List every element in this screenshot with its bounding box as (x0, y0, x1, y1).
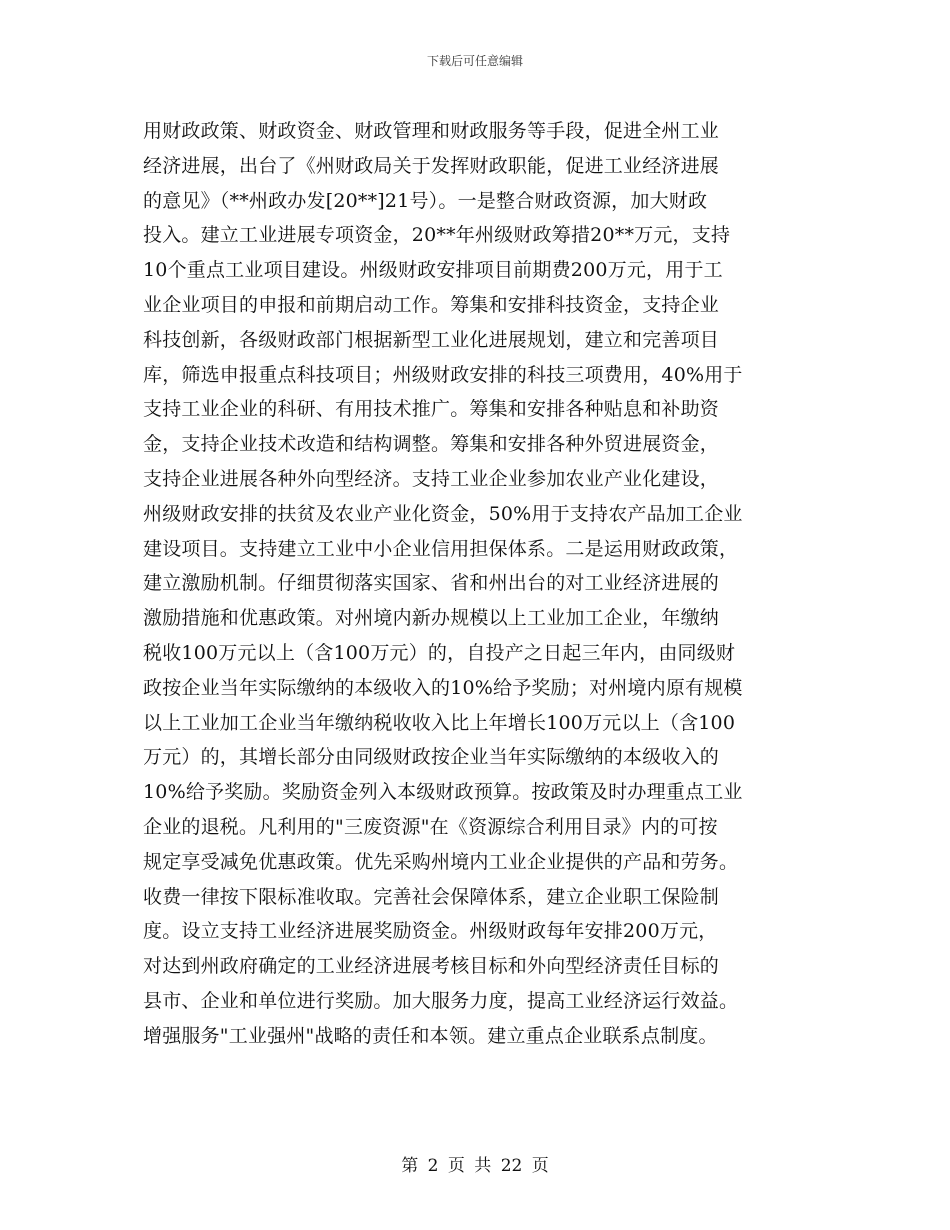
text-line: 支持企业进展各种外向型经济。支持工业企业参加农业产业化建设， (143, 467, 720, 490)
text-line: 激励措施和优惠政策。对州境内新办规模以上工业加工企业，年缴纳 (143, 607, 720, 630)
text-line: 的意见》（**州政办发[20**]21号）。一是整合财政资源，加大财政 (143, 189, 708, 212)
body-text (143, 114, 807, 1054)
text-line: 州级财政安排的扶贫及农业产业化资金，50%用于支持农产品加工企业 (143, 502, 743, 525)
text-line: 支持工业企业的科研、有用技术推广。筹集和安排各种贴息和补助资 (143, 398, 720, 421)
text-line: 建立激励机制。仔细贯彻落实国家、省和州出台的对工业经济进展的 (143, 572, 720, 595)
text-line: 用财政政策、财政资金、财政管理和财政服务等手段，促进全州工业 (143, 120, 720, 142)
text-line: 政按企业当年实际缴纳的本级收入的10%给予奖励；对州境内原有规模 (143, 676, 743, 699)
text-line: 金，支持企业技术改造和结构调整。筹集和安排各种外贸进展资金， (143, 433, 720, 456)
text-line: 县市、企业和单位进行奖励。加大服务力度，提高工业经济运行效益。 (143, 989, 739, 1012)
text-line: 对达到州政府确定的工业经济进展考核目标和外向型经济责任目标的 (143, 955, 720, 978)
text-line: 10个重点工业项目建设。州级财政安排项目前期费200万元，用于工 (143, 259, 723, 282)
text-line: 企业的退税。凡利用的"三废资源"在《资源综合利用目录》内的可按 (143, 815, 718, 838)
text-line: 万元）的，其增长部分由同级财政按企业当年实际缴纳的本级收入的 (143, 746, 720, 769)
text-line: 业企业项目的申报和前期启动工作。筹集和安排科技资金，支持企业 (143, 293, 720, 316)
text-line: 库，筛选申报重点科技项目；州级财政安排的科技三项费用，40%用于 (143, 363, 743, 386)
text-line: 10%给予奖励。奖励资金列入本级财政预算。按政策及时办理重点工业 (143, 781, 743, 804)
text-line: 税收100万元以上（含100万元）的，自投产之日起三年内，由同级财 (143, 641, 736, 664)
text-line: 增强服务"工业强州"战略的责任和本领。建立重点企业联系点制度。 (143, 1024, 718, 1047)
text-line: 收费一律按下限标准收取。完善社会保障体系，建立企业职工保险制 (143, 885, 720, 908)
text-line: 度。设立支持工业经济进展奖励资金。州级财政每年安排200万元， (143, 920, 718, 943)
page-number: 第 2 页 共 22 页 (401, 1156, 549, 1176)
text-line: 经济进展，出台了《州财政局关于发挥财政职能，促进工业经济进展 (143, 154, 720, 177)
text-line: 规定享受减免优惠政策。优先采购州境内工业企业提供的产品和劳务。 (143, 850, 739, 873)
text-line: 以上工业加工企业当年缴纳税收收入比上年增长100万元以上（含100 (143, 711, 736, 734)
text-line: 投入。建立工业进展专项资金，20**年州级财政筹措20**万元，支持 (143, 224, 731, 247)
text-line: 科技创新，各级财政部门根据新型工业化进展规划，建立和完善项目 (143, 328, 720, 351)
text-line: 建设项目。支持建立工业中小企业信用担保体系。二是运用财政政策， (143, 537, 739, 560)
page-header: 下载后可任意编辑 (426, 54, 523, 68)
